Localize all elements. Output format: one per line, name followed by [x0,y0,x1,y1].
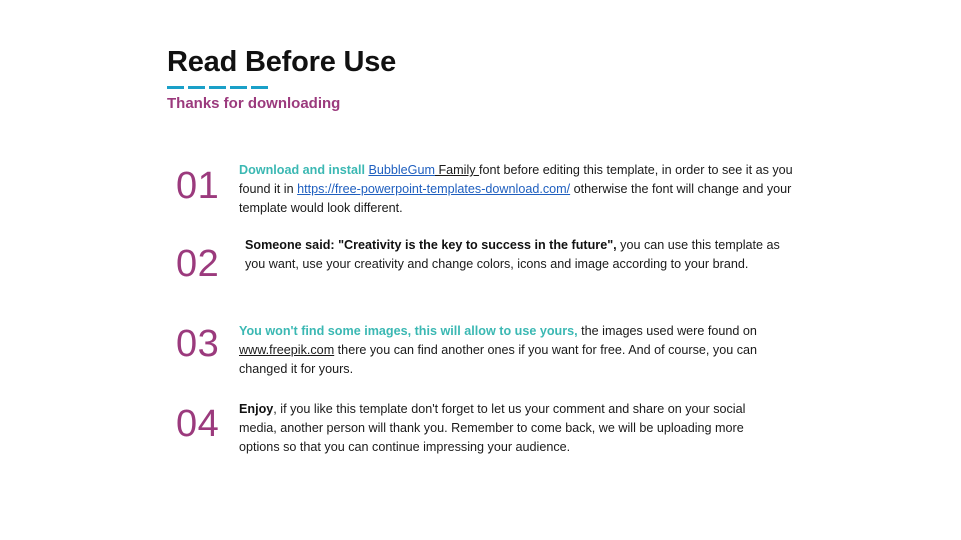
font-link-family[interactable]: Family [434,163,480,177]
item-lead: Download and install [239,163,369,177]
website-link[interactable]: https://free-powerpoint-templates-download.com/ [297,182,571,196]
dash [230,86,247,89]
item-body: you can use this template as you want, use your creativity and change colors, icons and image according to your brand. [245,238,780,271]
item-lead: Enjoy [239,402,274,416]
freepik-link[interactable]: www.freepik.com [239,343,335,357]
item-lead: Someone said: "Creativity is the key to success in the future", [245,238,617,252]
item-body: the images used were found on [577,324,757,338]
item-number: 04 [176,403,220,445]
item-body-end: otherwise the font will change and your template would look different. [239,182,792,215]
item-text [239,322,784,379]
item-body: font before editing this template, in order to see it as you found it in [239,163,793,196]
item-text [239,161,799,218]
item-text [239,400,784,457]
dash [167,86,184,89]
item-body-end: there you can find another ones if you want for free. And of course, you can changed it for yours. [239,343,758,376]
dash [188,86,205,89]
title-underline-dashes [167,86,268,89]
page-subtitle: Thanks for downloading [167,95,341,112]
item-body: , if you like this template don't forget to let us your comment and share on your social media, another person will thank you. Remember to come back, we will be uploading more options so that you can continue impressing your audience. [239,402,746,454]
item-number: 03 [176,323,220,365]
item-lead: You won't find some images, this will allow to use yours, [239,324,578,338]
page-title: Read Before Use [167,46,397,78]
dash [251,86,268,89]
font-link-bubblegum[interactable]: BubbleGum [368,163,435,177]
dash [209,86,226,89]
item-number: 02 [176,243,220,285]
item-text [245,236,795,274]
item-number: 01 [176,165,220,207]
